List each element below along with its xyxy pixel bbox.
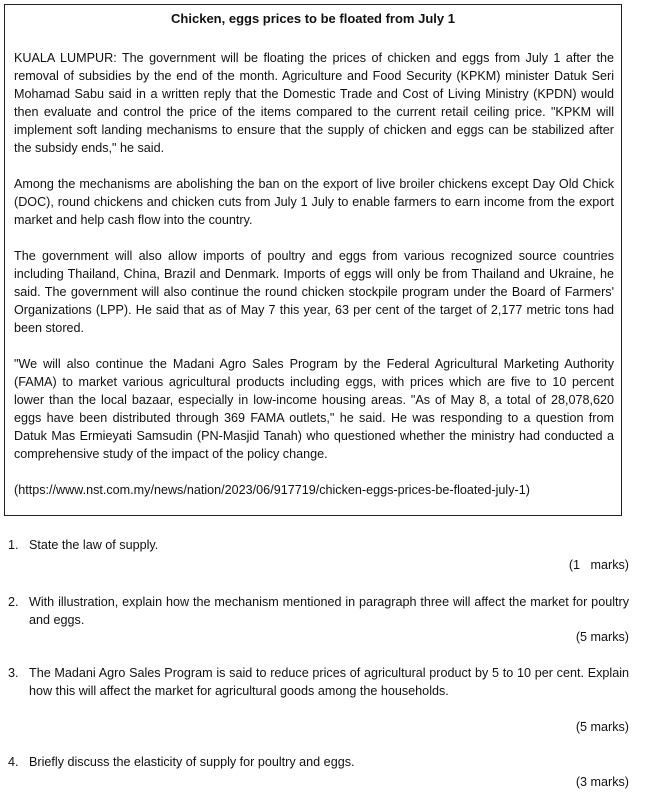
article-paragraph-1: KUALA LUMPUR: The government will be floating the prices of chicken and eggs from July 1 after the removal of subsidies by the end of the month. Agriculture and Food Security (KPKM) minister Datuk Seri Mohamad Sabu said in a written reply that the Domestic Trade and Cost of Living Ministry (KPDN) would then evaluate and control the price of the items compared to the current retail ceiling price. "KPKM will implement soft landing mechanisms to ensure that the supply of chicken and eggs can be stabilized after the subsidy ends," he said. <box>14 51 614 155</box>
question-1-marks: (1 marks) <box>568 558 629 572</box>
article-paragraph-3: The government will also allow imports of poultry and eggs from various recognized source countries including Thailand, China, Brazil and Denmark. Imports of eggs will only be from Thailand and Ukraine, he said. The government will also continue the round chicken stockpile program under the Board of Farmers' Organizations (LPP). He said that as of May 7 this year, 63 per cent of the target of 2,177 metric tons had been stored. <box>14 249 614 335</box>
question-3-text: The Madani Agro Sales Program is said to reduce prices of agricultural product by 5 to 10 per cent. Explain how this will affect the market for agricultural goods among the households. <box>29 666 629 698</box>
question-4-number: 4. <box>8 755 19 769</box>
question-1-text: State the law of supply. <box>29 538 159 552</box>
article-paragraph-4: "We will also continue the Madani Agro Sales Program by the Federal Agricultural Marketing Authority (FAMA) to market various agricultural products including eggs, with prices which are five to 10 percent lower than the local bazaar, especially in low-income housing areas. "As of May 8, a total of 28,078,620 eggs have been distributed through 369 FAMA outlets," he said. He was responding to a question from Datuk Mas Ermieyati Samsudin (PN-Masjid Tanah) who questioned whether the ministry had conducted a comprehensive study of the impact of the policy change. <box>14 357 614 461</box>
article-box <box>4 4 622 516</box>
question-1-number: 1. <box>8 538 19 552</box>
right-edge-mark <box>621 8 622 28</box>
question-4-marks: (3 marks) <box>575 775 629 789</box>
question-2-number: 2. <box>8 595 19 609</box>
article-title: Chicken, eggs prices to be floated from July 1 <box>171 11 455 26</box>
article-body <box>14 49 614 517</box>
question-4-text: Briefly discuss the elasticity of supply for poultry and eggs. <box>29 755 355 769</box>
question-3-number: 3. <box>8 666 19 680</box>
article-source-link: (https://www.nst.com.my/news/nation/2023/06/917719/chicken-eggs-prices-be-floated-july-1) <box>14 483 530 497</box>
question-3-marks: (5 marks) <box>575 720 629 734</box>
question-2-marks: (5 marks) <box>575 630 629 644</box>
article-paragraph-2: Among the mechanisms are abolishing the ban on the export of live broiler chickens except Day Old Chick (DOC), round chickens and chicken cuts from July 1 July to enable farmers to earn income from the export market and help cash flow into the country. <box>14 177 614 227</box>
question-2-text: With illustration, explain how the mechanism mentioned in paragraph three will affect the market for poultry and eggs. <box>29 595 629 627</box>
